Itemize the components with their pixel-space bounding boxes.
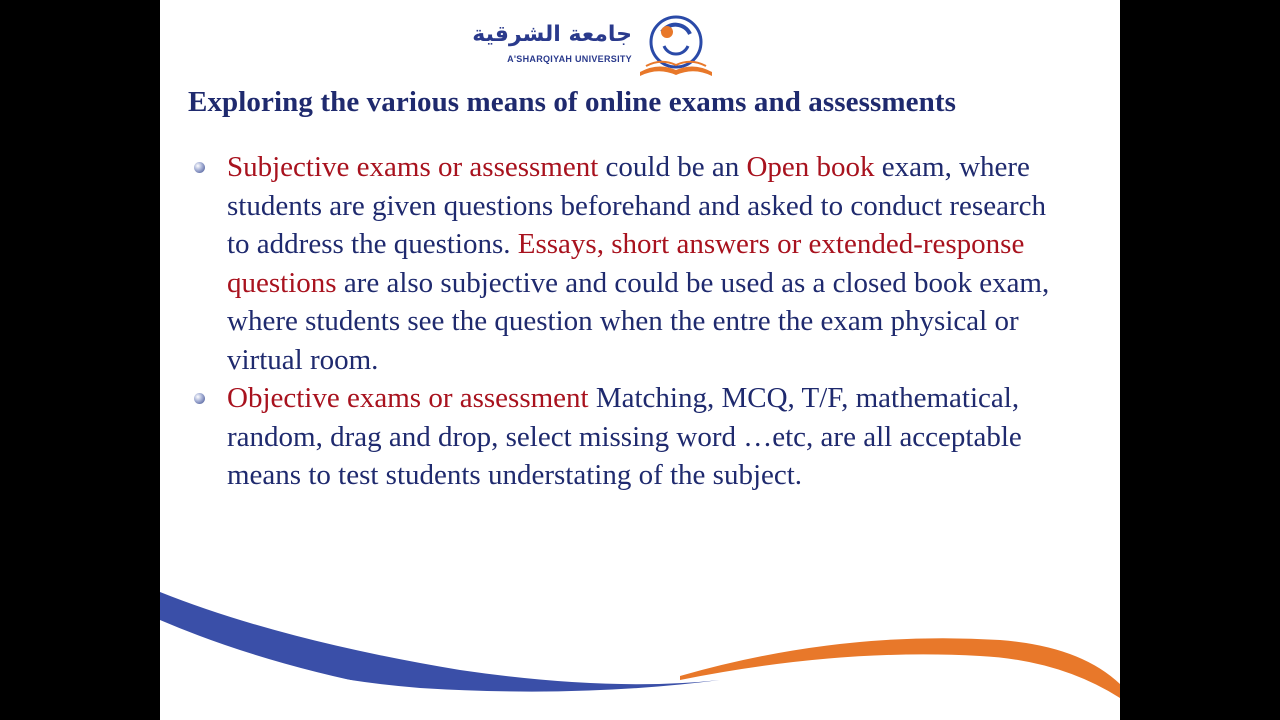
open-book-highlight: Open book: [746, 151, 875, 183]
logo-english-name: A'SHARQIYAH UNIVERSITY: [507, 54, 632, 64]
university-emblem-icon: [634, 12, 718, 82]
slide: [160, 0, 1120, 720]
objective-heading: Objective exams or assessment: [227, 382, 589, 414]
university-logo: [472, 12, 740, 82]
logo-arabic-name: جامعة الشرقية: [472, 22, 632, 47]
subjective-text-2: exam, where students are given questions beforehand and asked to conduct research to address the questions.: [227, 151, 1046, 260]
objective-text-1: Matching, MCQ, T/F, mathematical, random, drag and drop, select missing word …etc, are all acceptable means to test students understating of the subject.: [227, 382, 1022, 491]
bullet-list: [194, 148, 1064, 495]
slide-title: Exploring the various means of online exams and assessments: [188, 86, 957, 118]
bullet-objective: [194, 379, 1064, 495]
bullet-icon: [194, 162, 205, 173]
subjective-heading: Subjective exams or assessment: [227, 151, 599, 183]
subjective-text-1: could be an: [598, 151, 747, 183]
essays-highlight: Essays, short answers or extended-response questions: [227, 228, 1025, 299]
bullet-icon: [194, 393, 205, 404]
subjective-text-3: are also subjective and could be used as a closed book exam, where students see the question when the entre the exam physical or virtual room.: [227, 266, 1050, 376]
decorative-swoosh: [160, 580, 1120, 720]
bullet-subjective: [194, 148, 1064, 379]
